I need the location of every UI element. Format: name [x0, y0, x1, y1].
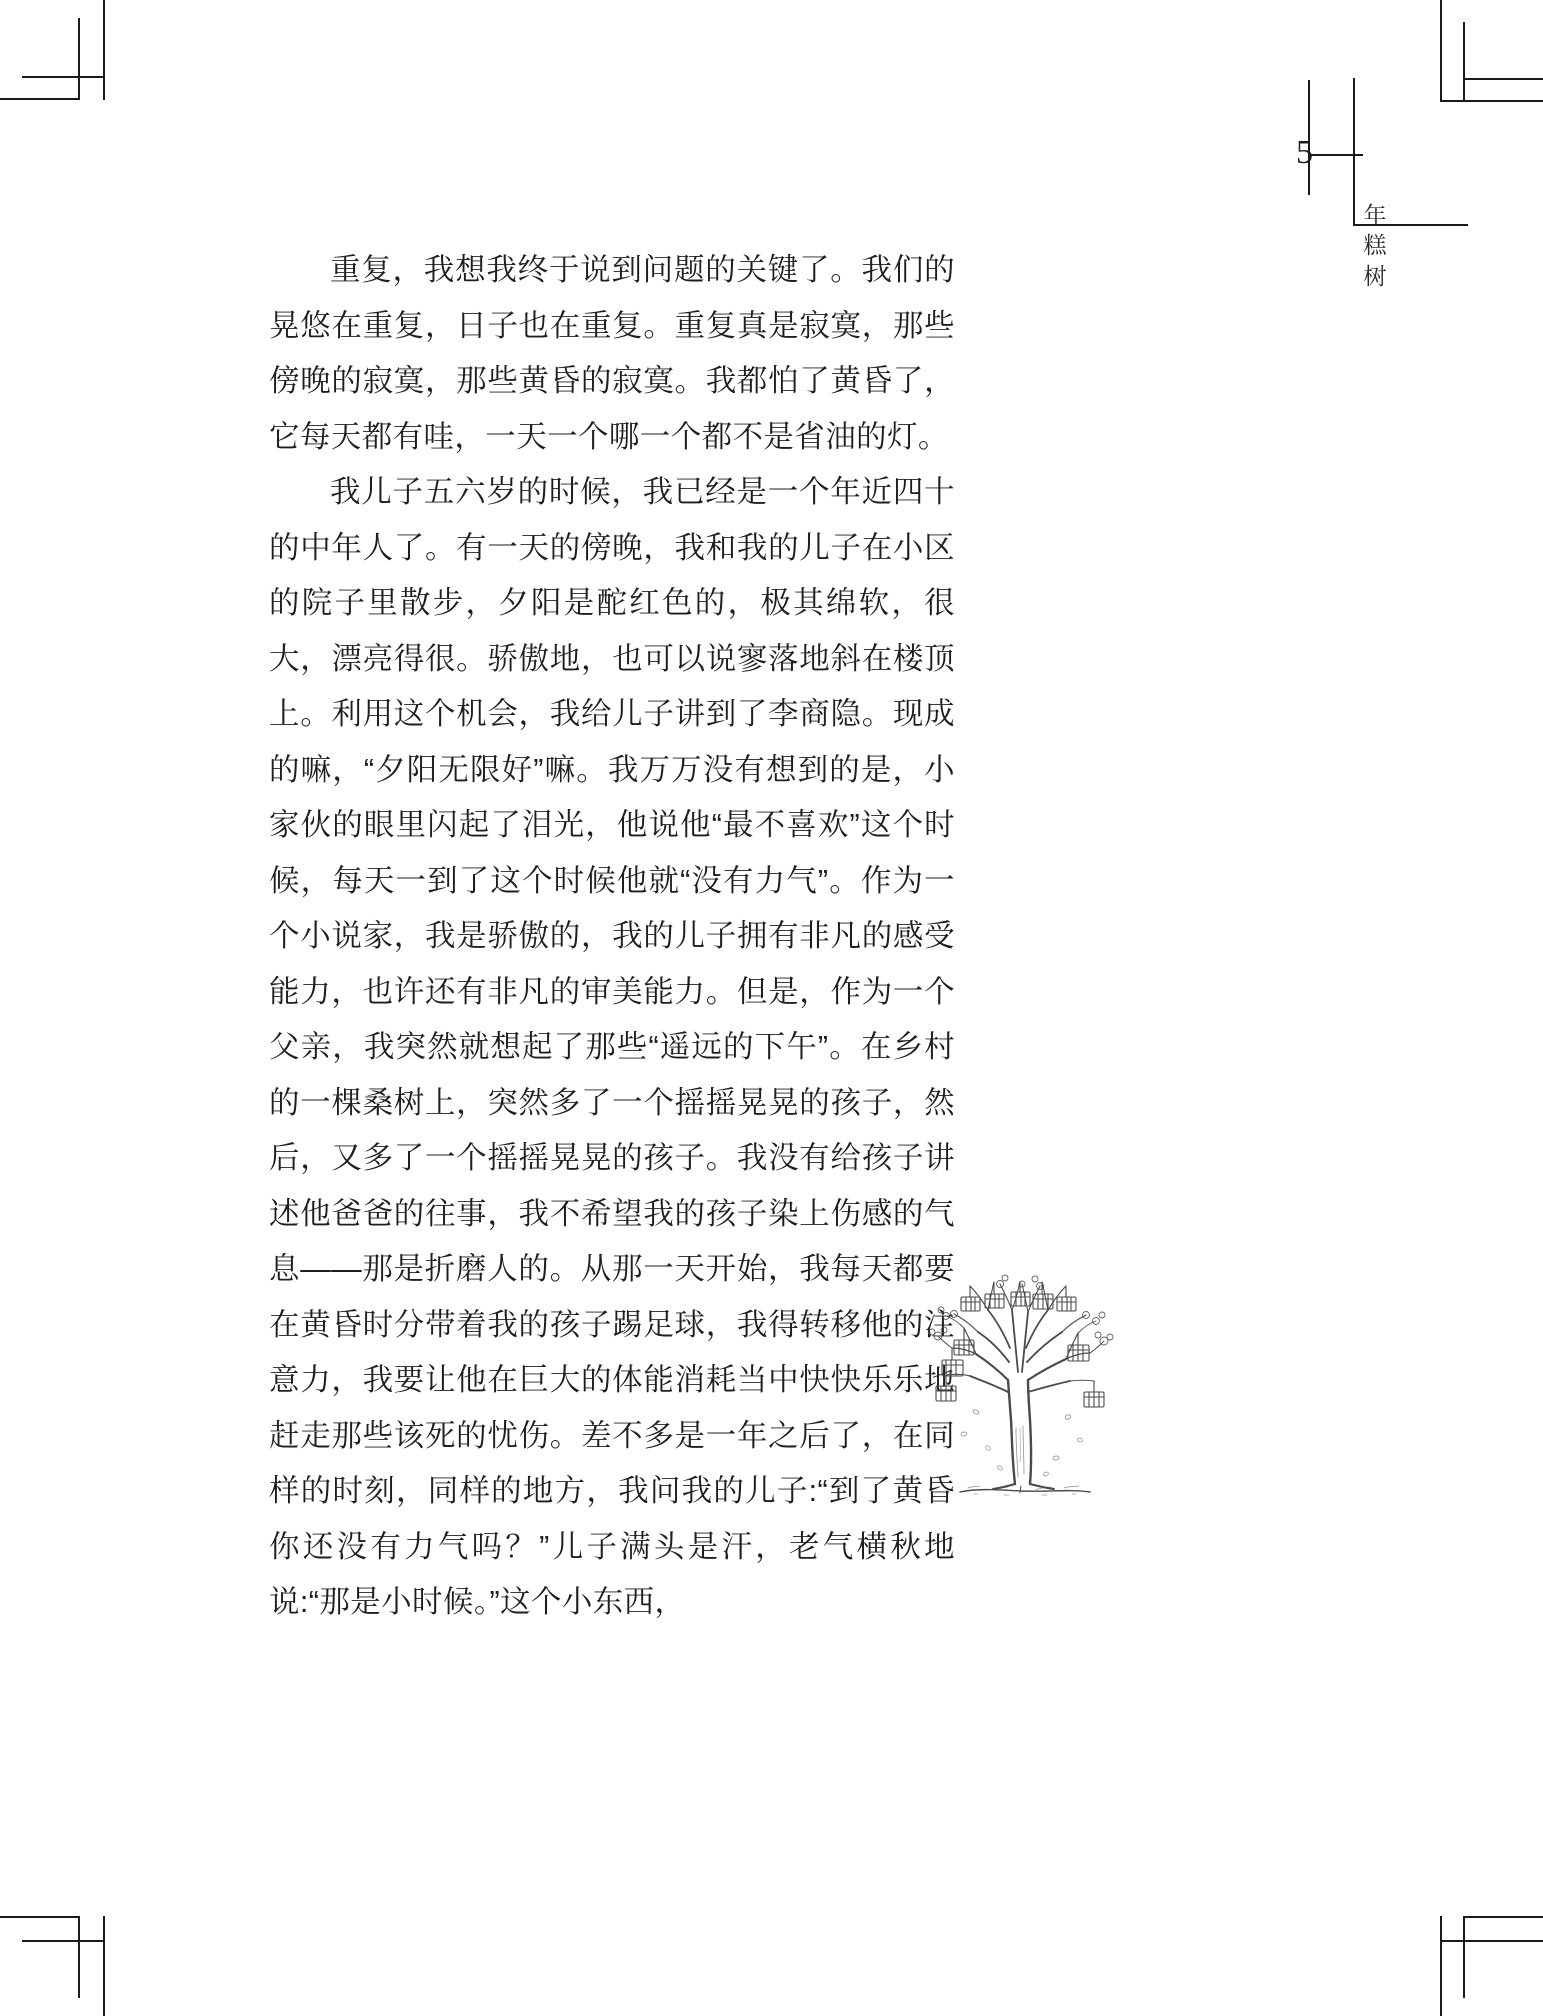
paragraph-2: 我儿子五六岁的时候，我已经是一个年近四十的中年人了。有一天的傍晚，我和我的儿子在小区的院子里散步，夕阳是酡红色的，极其绵软，很大，漂亮得很。骄傲地，也可以说寥落地斜在楼顶上。利用这个机会，我给儿子讲到了李商隐。现成的嘛，“夕阳无限好”嘛。我万万没有想到的是，小家伙的眼里闪起了泪光，他说他“最不喜欢”这个时候，每天一到了这个时候他就“没有力气”。作为一个小说家，我是骄傲的，我的儿子拥有非凡的感受能力，也许还有非凡的审美能力。但是，作为一个父亲，我突然就想起了那些“遥远的下午”。在乡村的一棵桑树上，突然多了一个摇摇晃晃的孩子，然后，又多了一个摇摇晃晃的孩子。我没有给孩子讲述他爸爸的往事，我不希望我的孩子染上伤感的气息——那是折磨人的。从那一天开始，我每天都要在黄昏时分带着我的孩子踢足球，我得转移他的注意力，我要让他在巨大的体能消耗当中快快乐乐地赶走那些该死的忧伤。差不多是一年之后了，在同样的时刻，同样的地方，我问我的儿子:“到了黄昏你还没有力气吗？”儿子满头是汗，老气横秋地说:“那是小时候。”这个小东西， — [269, 475, 955, 1619]
crop-mark-bottom-left-outer-vertical — [103, 1916, 105, 2016]
crop-mark-top-right-inner-vertical — [1463, 22, 1465, 102]
crop-mark-top-right-outer-vertical — [1440, 0, 1442, 100]
crop-mark-top-left-inner-vertical — [78, 18, 80, 100]
tree-illustration — [908, 1262, 1138, 1497]
running-head — [1358, 200, 1392, 291]
crop-mark-bottom-right-inner-vertical — [1463, 1916, 1465, 1998]
crop-mark-bottom-right-outer-horizontal — [1463, 1916, 1543, 1918]
body-text-block — [269, 243, 955, 1631]
crop-mark-bottom-right-inner-horizontal — [1440, 1940, 1543, 1942]
folio-frame-right-vertical — [1353, 78, 1355, 226]
tree-illustration-svg — [908, 1262, 1138, 1497]
crop-mark-top-left-inner-horizontal — [22, 76, 104, 78]
running-head-char-3: 树 — [1363, 262, 1387, 289]
crop-mark-top-left-outer-vertical — [103, 0, 105, 100]
crop-mark-top-left-outer-horizontal — [0, 98, 80, 100]
paragraph-1: 重复，我想我终于说到问题的关键了。我们的晃悠在重复，日子也在重复。重复真是寂寞，那些傍晚的寂寞，那些黄昏的寂寞。我都怕了黄昏了，它每天都有哇，一天一个哪一个都不是省油的灯。 — [269, 253, 955, 454]
crop-mark-bottom-left-outer-horizontal — [0, 1916, 80, 1918]
crop-mark-top-right-outer-horizontal — [1463, 78, 1543, 80]
page-number: 5 — [1296, 134, 1313, 171]
crop-mark-bottom-right-outer-vertical — [1440, 1916, 1442, 2016]
crop-mark-bottom-left-inner-vertical — [78, 1916, 80, 1998]
crop-mark-bottom-left-inner-horizontal — [22, 1940, 104, 1942]
running-head-char-2: 糕 — [1363, 232, 1387, 259]
crop-mark-top-right-inner-horizontal — [1440, 100, 1543, 102]
running-head-char-1: 年 — [1363, 202, 1387, 228]
